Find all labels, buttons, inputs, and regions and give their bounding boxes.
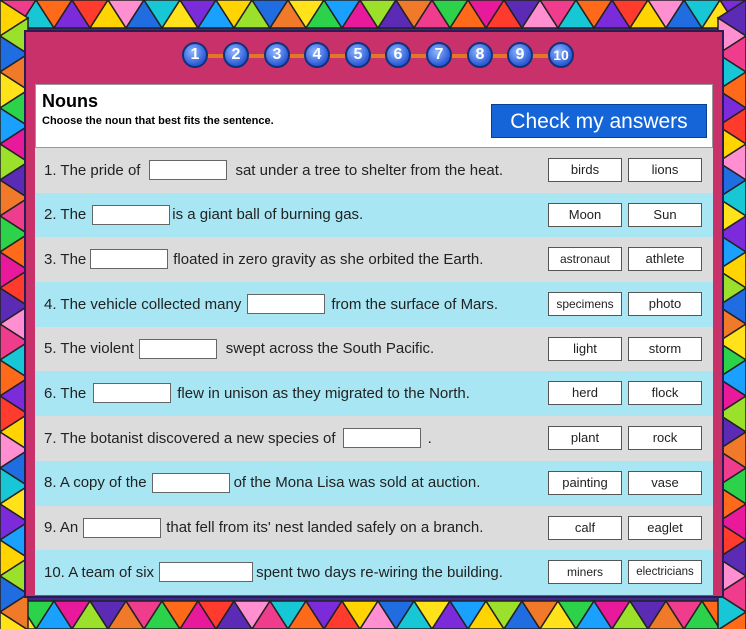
question-text-before: 8. A copy of the (44, 474, 147, 492)
question-text-before: 6. The (44, 384, 87, 402)
answer-blank[interactable] (90, 249, 168, 269)
question-text-before: 2. The (44, 206, 87, 224)
question-row (35, 282, 713, 327)
step-9-button[interactable]: 9 (507, 42, 533, 68)
question-text-before: 5. The violent (44, 340, 134, 358)
step-1-button[interactable]: 1 (182, 42, 208, 68)
answer-blank[interactable] (139, 339, 217, 359)
choice-a-button[interactable]: calf (548, 516, 622, 540)
choice-a-button[interactable]: astronaut (548, 247, 622, 271)
step-4-button[interactable]: 4 (304, 42, 330, 68)
question-text-after: flew in unison as they migrated to the North. (177, 384, 470, 402)
check-answers-button[interactable]: Check my answers (491, 104, 707, 138)
question-row (35, 416, 713, 461)
answer-blank[interactable] (92, 205, 170, 225)
step-10-button[interactable]: 10 (548, 42, 574, 68)
step-6-button[interactable]: 6 (385, 42, 411, 68)
question-text-after: of the Mona Lisa was sold at auction. (233, 474, 481, 492)
question-row (35, 193, 713, 238)
question-text-before: 10. A team of six (44, 563, 155, 581)
question-row (35, 506, 713, 551)
question-row (35, 371, 713, 416)
step-7-button[interactable]: 7 (426, 42, 452, 68)
question-text-after: sat under a tree to shelter from the heat. (235, 161, 504, 179)
question-text-after: is a giant ball of burning gas. (172, 206, 364, 224)
choice-a-button[interactable]: herd (548, 381, 622, 405)
question-text-before: 3. The (44, 250, 87, 268)
step-2-button[interactable]: 2 (223, 42, 249, 68)
page-subtitle: Choose the noun that best fits the sentence. (42, 115, 274, 127)
page-title: Nouns (42, 91, 98, 111)
question-text-after: that fell from its' nest landed safely on a branch. (166, 519, 484, 536)
choice-a-button[interactable]: light (548, 337, 622, 361)
question-text-after: . (427, 429, 432, 447)
question-row (35, 461, 713, 506)
question-text-before: 7. The botanist discovered a new species of (44, 429, 336, 447)
question-list (35, 148, 713, 595)
choice-b-button[interactable]: storm (628, 337, 702, 361)
question-text-after: floated in zero gravity as she orbited the Earth. (173, 250, 484, 268)
choice-b-button[interactable]: photo (628, 292, 702, 316)
question-row (35, 237, 713, 282)
answer-blank[interactable] (159, 562, 253, 582)
instructions-header (35, 84, 713, 148)
question-text-after: from the surface of Mars. (331, 295, 499, 313)
choice-b-button[interactable]: vase (628, 471, 702, 495)
step-5-button[interactable]: 5 (345, 42, 371, 68)
choice-b-button[interactable]: rock (628, 426, 702, 450)
choice-b-button[interactable]: electricians (628, 560, 702, 584)
choice-a-button[interactable]: birds (548, 158, 622, 182)
choice-a-button[interactable]: Moon (548, 203, 622, 227)
choice-b-button[interactable]: athlete (628, 247, 702, 271)
choice-b-button[interactable]: flock (628, 381, 702, 405)
question-row (35, 327, 713, 372)
answer-blank[interactable] (343, 428, 421, 448)
choice-a-button[interactable]: miners (548, 560, 622, 584)
question-text-before: 4. The vehicle collected many (44, 295, 242, 313)
answer-blank[interactable] (83, 518, 161, 538)
answer-blank[interactable] (152, 473, 230, 493)
choice-a-button[interactable]: painting (548, 471, 622, 495)
question-text-after: spent two days re-wiring the building. (256, 563, 503, 581)
answer-blank[interactable] (93, 383, 171, 403)
question-row (35, 550, 713, 595)
question-text-before: 9. An (44, 519, 79, 536)
choice-b-button[interactable]: eaglet (628, 516, 702, 540)
step-8-button[interactable]: 8 (467, 42, 493, 68)
question-text-after: swept across the South Pacific. (225, 340, 435, 358)
choice-a-button[interactable]: plant (548, 426, 622, 450)
choice-b-button[interactable]: lions (628, 158, 702, 182)
answer-blank[interactable] (247, 294, 325, 314)
question-text-before: 1. The pride of (44, 161, 141, 179)
step-3-button[interactable]: 3 (264, 42, 290, 68)
question-stepper (0, 42, 746, 70)
choice-a-button[interactable]: specimens (548, 292, 622, 316)
choice-b-button[interactable]: Sun (628, 203, 702, 227)
question-row (35, 148, 713, 193)
answer-blank[interactable] (149, 160, 227, 180)
